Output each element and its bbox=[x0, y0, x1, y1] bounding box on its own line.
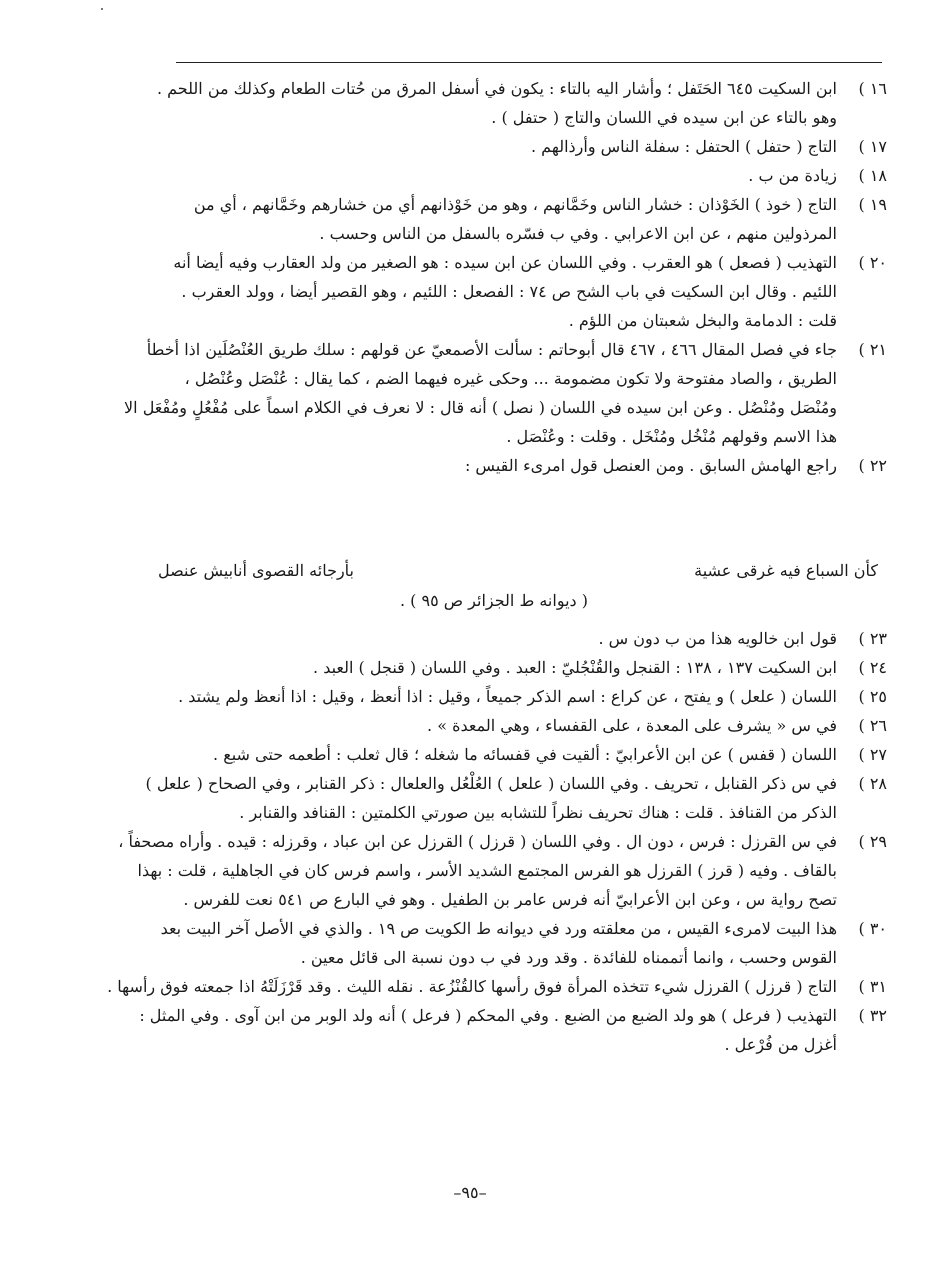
footnote-body bbox=[124, 335, 837, 451]
footnote bbox=[107, 972, 887, 1001]
footnote-line: في س ذكر القنابل ، تحريف . وفي اللسان ( علعل ) العُلْعُل والعلعال : ذكر القنابر ، وفي الصحاح ( علعل ) bbox=[145, 774, 837, 793]
footnote bbox=[152, 161, 887, 190]
footnote-body bbox=[107, 972, 837, 1001]
footnote bbox=[152, 914, 887, 972]
footnote-number: ١٦ ) bbox=[858, 79, 887, 98]
footnotes-group-b bbox=[107, 624, 887, 1059]
footnote-line: راجع الهامش السابق . ومن العنصل قول امرىء القيس : bbox=[464, 456, 837, 475]
footnote-number: ٢٥ ) bbox=[858, 687, 887, 706]
footnote-body bbox=[152, 914, 837, 972]
footnote-number: ٢٢ ) bbox=[858, 456, 887, 475]
footnote-line: أغزل من فُرْعل . bbox=[724, 1035, 837, 1054]
footnote-number: ٢٧ ) bbox=[858, 745, 887, 764]
footnote-line: ومُنْصَل ومُنْصُل . وعن ابن سيده في اللسان ( نصل ) أنه قال : لا نعرف في الكلام اسماً على مُفْعُلٍ ومُفْعَل الا bbox=[124, 398, 837, 417]
footnote bbox=[152, 653, 887, 682]
footnote bbox=[152, 190, 887, 248]
footnote-line: بالقاف . وفيه ( قرز ) القرزل هو الفرس المجتمع الشديد الأسر ، واسم فرس كان في الجاهلية ، قلت : بهذا bbox=[137, 861, 837, 880]
footnote-body bbox=[152, 711, 837, 740]
footnote-number: ٢٤ ) bbox=[858, 658, 887, 677]
footnote-line: الذكر من القنافذ . قلت : هناك تحريف نظراً للتشابه بين صورتي الكلمتين : القنافد والقنابر . bbox=[239, 803, 837, 822]
footnote-line: اللسان ( قفس ) عن ابن الأعرابيّ : ألقيت في قفسائه ما شغله ؛ قال ثعلب : أطعمه حتى شبع . bbox=[213, 745, 837, 764]
footnote bbox=[139, 1001, 887, 1059]
footnote-line: وهو بالتاء عن ابن سيده في اللسان والتاج ( حتفل ) . bbox=[491, 108, 837, 127]
footnote-line: ابن السكيت ١٣٧ ، ١٣٨ : القنجل والقُنْجُليّ : العبد . وفي اللسان ( قنجل ) العبد . bbox=[313, 658, 837, 677]
footnote-line: قول ابن خالويه هذا من ب دون س . bbox=[598, 629, 837, 648]
footnote-number: ٢٨ ) bbox=[858, 774, 887, 793]
footnote-number: ٣٠ ) bbox=[858, 919, 887, 938]
verse-left-hemistich: بأرجائه القصوى أنابيش عنصل bbox=[158, 561, 355, 580]
verse-right-hemistich: كأن السباع فيه غرقى عشية bbox=[694, 561, 878, 580]
footnote-number: ١٧ ) bbox=[858, 137, 887, 156]
footnote-body bbox=[145, 769, 837, 827]
footnote-number: ٢٣ ) bbox=[858, 629, 887, 648]
verse-block bbox=[158, 556, 878, 616]
footnote-line: اللسان ( علعل ) و يفتح ، عن كراع : اسم الذكر جميعاً ، وقيل : اذا أنعظ ، وقيل : اذا أنعظ ولم يشتد . bbox=[178, 687, 837, 706]
footnote-line: اللئيم . وقال ابن السكيت في باب الشح ص ٧٤ : الفصعل : اللئيم ، وهو القصير أيضا ، وولد العقرب . bbox=[181, 282, 837, 301]
footnote bbox=[152, 711, 887, 740]
footnote-line: قلت : الدمامة والبخل شعبتان من اللؤم . bbox=[568, 311, 837, 330]
footnote-line: القوس وحسب ، وانما أتممناه للفائدة . وقد ورد في ب دون نسبة الى قائل معين . bbox=[300, 948, 837, 967]
footnote-line: التهذيب ( فرعل ) هو ولد الضبع من الضبع . وفي المحكم ( فرعل ) أنه ولد الوبر من ابن آوى . وفي المثل : bbox=[139, 1006, 837, 1025]
footnote-line: التاج ( قرزل ) القرزل شيء تتخذه المرأة فوق رأسها كالقُنْزُعة . نقله الليث . وقد قَرْزَلَتْهُ اذا جمعته فوق رأسها . bbox=[107, 977, 837, 996]
footnote-body bbox=[139, 1001, 837, 1059]
footnote bbox=[118, 827, 887, 914]
footnote-body bbox=[152, 190, 837, 248]
footnote bbox=[145, 769, 887, 827]
footnote-body bbox=[152, 624, 837, 653]
footnote-number: ٣١ ) bbox=[858, 977, 887, 996]
footnote-body bbox=[152, 682, 837, 711]
footnote bbox=[152, 740, 887, 769]
footnote-body bbox=[152, 248, 837, 335]
footnote-line: التهذيب ( فصعل ) هو العقرب . وفي اللسان عن ابن سيده : هو الصغير من ولد العقارب وفيه أيضا أنه bbox=[173, 253, 837, 272]
footnote bbox=[152, 624, 887, 653]
verse-reference: ( ديوانه ط الجزائر ص ٩٥ ) . bbox=[399, 591, 588, 610]
footnote bbox=[124, 335, 887, 451]
footnote-line: في س « يشرف على المعدة ، على القفساء ، وهي المعدة » . bbox=[427, 716, 837, 735]
footnote-separator-rule bbox=[176, 62, 882, 63]
footnote-line: الطريق ، والصاد مفتوحة ولا تكون مضمومة ... وحكى غيره فيهما الضم ، كما يقال : عُنْصَل وعُنْصُل ، bbox=[184, 369, 837, 388]
page-number: –٩٥– bbox=[453, 1183, 487, 1202]
footnote-body bbox=[152, 74, 837, 132]
footnote-number: ٢١ ) bbox=[858, 340, 887, 359]
footnote-line: هذا الاسم وقولهم مُنْخُل ومُنْخَل . وقلت : وعُنْصَل . bbox=[506, 427, 837, 446]
footnote-number: ٢٠ ) bbox=[858, 253, 887, 272]
footnote-line: زيادة من ب . bbox=[748, 166, 837, 185]
footnote-line: المرذولين منهم ، عن ابن الاعرابي . وفي ب فسّره بالسفل من الناس وحسب . bbox=[319, 224, 837, 243]
footnote bbox=[152, 451, 887, 480]
footnote-line: التاج ( خوذ ) الخَوْذان : خشار الناس وخَمَّانهم ، وهو من خَوْذانهم أي من خشارهم وخَمَّانهم ، أي من bbox=[193, 195, 837, 214]
footnote bbox=[152, 132, 887, 161]
footnote-body bbox=[152, 161, 837, 190]
footnote-body bbox=[152, 653, 837, 682]
footnote-line: في س القرزل : فرس ، دون ال . وفي اللسان ( قرزل ) القرزل عن ابن عباد ، وقرزله : قيده . وأراه مصحفاً ، bbox=[118, 832, 837, 851]
footnote-line: التاج ( حتفل ) الحتفل : سفلة الناس وأرذالهم . bbox=[531, 137, 837, 156]
footnote-line: جاء في فصل المقال ٤٦٦ ، ٤٦٧ قال أبوحاتم : سألت الأصمعيّ عن قولهم : سلك طريق العُنْصُلَين اذا أخطأ bbox=[146, 340, 837, 359]
footnote-body bbox=[152, 740, 837, 769]
footnote-body bbox=[118, 827, 837, 914]
footnotes-group-a bbox=[124, 74, 887, 480]
footnote bbox=[152, 682, 887, 711]
footnote-body bbox=[152, 451, 837, 480]
footnote-number: ٢٦ ) bbox=[858, 716, 887, 735]
footnote-line: ابن السكيت ٦٤٥ الحَتَفل ؛ وأشار اليه بالتاء : يكون في أسفل المرق من حُتات الطعام وكذلك من اللحم . bbox=[156, 79, 837, 98]
footnote-line: هذا البيت لامرىء القيس ، من معلقته ورد في ديوانه ط الكويت ص ١٩ . والذي في الأصل آخر البيت بعد bbox=[160, 919, 837, 938]
footnote-line: تصح رواية س ، وعن ابن الأعرابيّ أنه فرس عامر بن الطفيل . وهو في البارع ص ٥٤١ نعت للفرس . bbox=[183, 890, 837, 909]
footnote bbox=[152, 248, 887, 335]
footnote bbox=[152, 74, 887, 132]
footnote-number: ٢٩ ) bbox=[858, 832, 887, 851]
footnote-number: ٣٢ ) bbox=[858, 1006, 887, 1025]
footnote-number: ١٩ ) bbox=[858, 195, 887, 214]
footnote-number: ١٨ ) bbox=[858, 166, 887, 185]
scan-speck bbox=[101, 8, 103, 10]
footnote-body bbox=[152, 132, 837, 161]
